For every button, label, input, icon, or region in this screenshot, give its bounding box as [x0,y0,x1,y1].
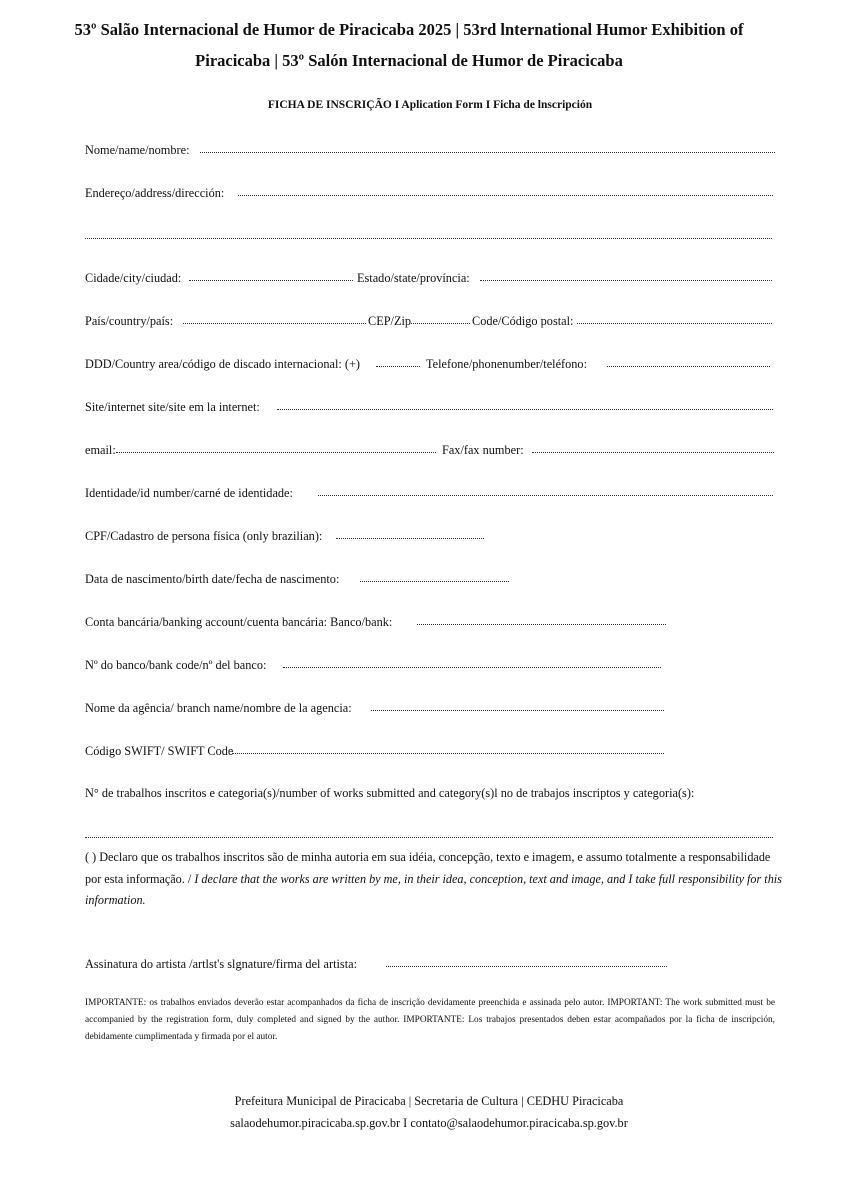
page-title-line-1: 53º Salão Internacional de Humor de Piracicaba 2025 | 53rd lnternational Humor Exhibition of [74,20,744,39]
signature-field[interactable] [386,966,667,967]
postal-code-field[interactable] [577,323,772,324]
works-submitted-label: N° de trabalhos inscritos e categoria(s)/number of works submitted and category(s)l no de trabajos inscriptos y categoria(s): [85,786,695,800]
footer-contact: salaodehumor.piracicaba.sp.gov.br I contato@salaodehumor.piracicaba.sp.gov.br [230,1116,628,1130]
important-note: IMPORTANTE: os trabalhos enviados deverão estar acompanhados da ficha de inscrição devidamente preenchida e assinada pelo autor. IMPORTANT: The work submitted must be accompanied by the registration form, duly completed and signed by the author. IMPORTANTE: Los trabajos presentados deben estar acompañados por la ficha de inscripción, debidamente cumplimentada y firmada por el autor. [85,998,775,1042]
phone-field[interactable] [607,366,770,367]
address-field[interactable] [238,195,773,196]
email-label: email: [85,443,116,457]
address-field-line-2[interactable] [85,238,772,239]
signature-label: Assinatura do artista /artlst's slgnature/firma del artista: [85,957,357,971]
form-title: FICHA DE INSCRIÇÃO I Aplication Form I Ficha de lnscripción [267,99,593,111]
cep-label: CEP/Zip [368,314,412,328]
name-label: Nome/name/nombre: [85,143,190,157]
page-title-line-2: Piracicaba | 53º Salón Internacional de Humor de Piracicaba [195,51,623,70]
declaration-text-en: I declare that the works are written by me, in their idea, conception, text and image, and I take full responsibility for this information. [85,871,782,907]
name-field[interactable] [200,152,775,153]
state-field[interactable] [480,280,772,281]
declaration-text-pt: Declaro que os trabalhos inscritos são de minha autoria em sua idéia, concepção, texto e imagem, e assumo totalmente a responsabilidade por esta informação. / [85,850,771,886]
city-field[interactable] [189,280,353,281]
declaration [85,847,785,912]
branch-name-label: Nome da agência/ branch name/nombre de la agencia: [85,701,352,715]
fax-label: Fax/fax number: [442,443,524,457]
branch-name-field[interactable] [371,710,664,711]
fax-field[interactable] [532,452,774,453]
phone-label: Telefone/phonenumber/teléfono: [426,357,587,371]
identity-field[interactable] [318,495,773,496]
bank-code-label: Nº do banco/bank code/nº del banco: [85,658,267,672]
country-label: País/country/país: [85,314,174,328]
identity-label: Identidade/id number/carné de identidade: [85,486,293,500]
bank-code-field[interactable] [283,667,661,668]
birth-date-label: Data de nascimento/birth date/fecha de nascimento: [85,572,340,586]
swift-label: Código SWIFT/ SWIFT Code [85,744,234,758]
birth-date-field[interactable] [360,581,509,582]
bank-field[interactable] [417,624,666,625]
postal-code-label: Code/Código postal: [472,314,574,328]
ddd-label: DDD/Country area/código de discado internacional: (+) [85,357,360,371]
declaration-checkbox[interactable]: ( ) [85,850,97,864]
works-submitted-field[interactable] [85,837,773,838]
address-label: Endereço/address/dirección: [85,186,225,200]
footer-organization: Prefeitura Municipal de Piracicaba | Secretaria de Cultura | CEDHU Piracicaba [234,1094,624,1108]
cpf-field[interactable] [336,538,484,539]
cep-field[interactable] [411,323,470,324]
country-field[interactable] [183,323,366,324]
state-label: Estado/state/província: [357,271,470,285]
bank-account-label: Conta bancária/banking account/cuenta bancária: Banco/bank: [85,615,393,629]
site-label: Site/internet site/site em la internet: [85,400,260,414]
swift-field[interactable] [232,753,664,754]
ddd-field[interactable] [376,366,420,367]
site-field[interactable] [277,409,773,410]
city-label: Cidade/city/ciudad: [85,271,182,285]
cpf-label: CPF/Cadastro de persona física (only brazilian): [85,529,323,543]
email-field[interactable] [116,452,436,453]
